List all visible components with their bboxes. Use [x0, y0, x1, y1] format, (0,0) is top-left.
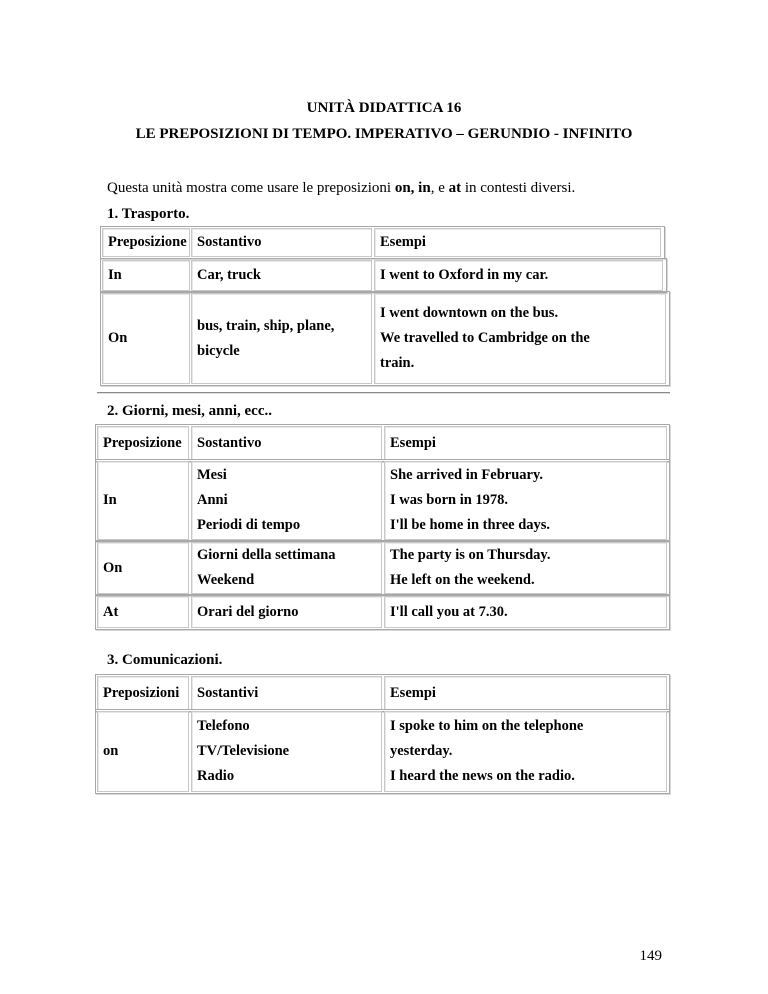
noun-line: Radio	[197, 768, 235, 784]
section1-prep-on: On	[102, 293, 190, 384]
section1-noun-in: Car, truck	[191, 260, 372, 291]
section2-noun-at: Orari del giorno	[191, 596, 382, 628]
noun-line: Anni	[197, 492, 228, 508]
section3-noun-on	[191, 711, 382, 792]
noun-line: Weekend	[197, 572, 255, 588]
example-line: I went downtown on the bus.	[380, 305, 559, 321]
section3-prep-on: on	[97, 711, 189, 792]
example-line: I'll be home in three days.	[390, 517, 551, 533]
section1-prep-in: In	[102, 260, 190, 291]
noun-line: bus, train, ship, plane,	[197, 317, 335, 334]
example-line: The party is on Thursday.	[390, 547, 551, 563]
document-title: UNITÀ DIDATTICA 16	[306, 100, 462, 116]
section3-header-prep: Preposizioni	[97, 676, 189, 710]
section2-noun-on	[191, 542, 382, 594]
example-line: I was born in 1978.	[390, 492, 509, 508]
section1-examples-on	[374, 293, 666, 384]
section3-header-noun: Sostantivi	[191, 676, 382, 710]
example-line: She arrived in February.	[390, 467, 544, 483]
section2-noun-in	[191, 461, 382, 540]
noun-line: bicycle	[197, 342, 240, 359]
section2-examples-on	[384, 542, 667, 594]
section2-prep-in: In	[97, 461, 189, 540]
intro-paragraph: Questa unità mostra come usare le preposizioni on, in, e at in contesti diversi.	[107, 180, 576, 196]
example-line: yesterday.	[390, 743, 453, 759]
section3-examples-on	[384, 711, 667, 792]
section2-heading: 2. Giorni, mesi, anni, ecc..	[107, 403, 272, 419]
section1-header-noun: Sostantivo	[191, 228, 372, 257]
section1-header-examples: Esempi	[374, 228, 661, 257]
section3-header-examples: Esempi	[384, 676, 667, 710]
section1-header-prep: Preposizione	[102, 228, 190, 257]
example-line: He left on the weekend.	[390, 572, 535, 588]
noun-line: Mesi	[197, 467, 227, 483]
section2-examples-in	[384, 461, 667, 540]
section-divider	[97, 392, 670, 394]
section1-noun-on	[191, 293, 372, 384]
example-line: We travelled to Cambridge on the	[380, 330, 590, 346]
example-line: I heard the news on the radio.	[390, 768, 575, 784]
section3-heading: 3. Comunicazioni.	[107, 652, 223, 668]
noun-line: Periodi di tempo	[197, 517, 301, 533]
example-line: train.	[380, 355, 415, 371]
section2-header-examples: Esempi	[384, 426, 667, 460]
noun-line: Giorni della settimana	[197, 547, 336, 563]
page-number: 149	[639, 948, 662, 964]
noun-line: Telefono	[197, 718, 250, 734]
section1-heading: 1. Trasporto.	[107, 206, 190, 222]
section2-header-noun: Sostantivo	[191, 426, 382, 460]
section2-prep-at: At	[97, 596, 189, 628]
section2-prep-on: On	[97, 542, 189, 594]
example-line: I spoke to him on the telephone	[390, 718, 584, 734]
section2-header-prep: Preposizione	[97, 426, 189, 460]
noun-line: TV/Televisione	[197, 743, 290, 759]
section2-example-at: I'll call you at 7.30.	[384, 596, 667, 628]
document-subtitle: LE PREPOSIZIONI DI TEMPO. IMPERATIVO – GERUNDIO - INFINITO	[135, 126, 633, 142]
section1-example-in: I went to Oxford in my car.	[374, 260, 663, 291]
